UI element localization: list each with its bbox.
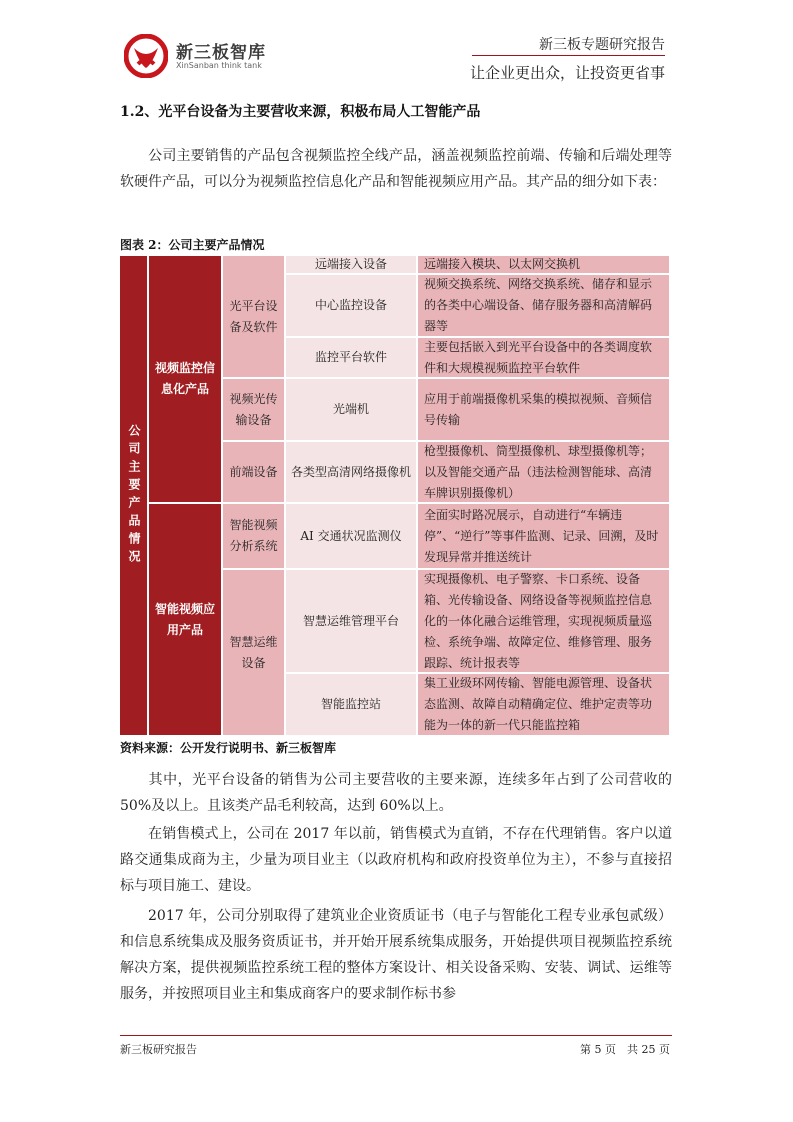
description-cell: 全面实时路况展示，自动进行“车辆违停”、“逆行”等事件监测、记录、回溯，及时发现异常并推送统计 xyxy=(418,504,671,570)
product-cell: 各类型高清网络摄像机 xyxy=(286,442,418,504)
body-paragraph: 2017 年，公司分别取得了建筑业企业资质证书（电子与智能化工程专业承包贰级）和信息系统集成及服务资质证书，并开始开展系统集成服务，开始提供项目视频监控系统解决方案，提供视频监控系统工程的整体方案设计、相关设备采购、安装、调试、运维等服务，并按照项目业主和集成商客户的要求制作标书参 xyxy=(120,908,672,1002)
footer-report-name: 新三板研究报告 xyxy=(120,1043,197,1056)
subgroup-cell: 视频光传输设备 xyxy=(223,379,286,442)
logo-subtitle: XinSanban think tank xyxy=(176,61,262,70)
product-cell: 智能监控站 xyxy=(286,674,418,737)
subgroup-cell: 光平台设备及软件 xyxy=(223,256,286,379)
description-cell: 枪型摄像机、筒型摄像机、球型摄像机等；以及智能交通产品（违法检测智能球、高清车牌识别摄像机） xyxy=(418,442,671,504)
description-cell: 应用于前端摄像机采集的模拟视频、音频信号传输 xyxy=(418,379,671,442)
body-paragraph: 其中，光平台设备的销售为公司主要营收的主要来源，连续多年占到了公司营收的 50%及以上。且该类产品毛利较高，达到 60%以上。 xyxy=(120,772,672,814)
product-cell: 远端接入设备 xyxy=(286,256,418,275)
subgroup-cell: 前端设备 xyxy=(223,442,286,504)
description-cell: 实现摄像机、电子警察、卡口系统、设备箱、光传输设备、网络设备等视频监控信息化的一体化融合运维管理，实现视频质量巡检、系统争端、故障定位、维修管理、服务跟踪、统计报表等 xyxy=(418,570,671,674)
page-number: 第 5 页 共 25 页 xyxy=(580,1043,670,1056)
report-slogan: 让企业更出众，让投资更省事 xyxy=(469,64,665,82)
product-cell: 中心监控设备 xyxy=(286,275,418,338)
figure-source: 资料来源：公开发行说明书、新三板智库 xyxy=(120,741,337,755)
footer-divider xyxy=(120,1035,672,1036)
product-cell: 智慧运维管理平台 xyxy=(286,570,418,674)
section-title: 1.2、光平台设备为主要营收来源，积极布局人工智能产品 xyxy=(120,104,481,120)
figure-title: 图表 2：公司主要产品情况 xyxy=(120,238,265,252)
group-cell-video-info: 视频监控信息化产品 xyxy=(149,256,223,504)
group-cell-smart-video: 智能视频应用产品 xyxy=(149,504,223,737)
description-cell: 远端接入模块、以太网交换机 xyxy=(418,256,671,275)
logo-icon xyxy=(124,34,168,78)
brand-logo xyxy=(124,34,284,80)
description-cell: 集工业级环网传输、智能电源管理、设备状态监测、故障自动精确定位、维护定责等功能为一体的新一代只能监控箱 xyxy=(418,674,671,737)
table-category-cell: 公司主要产品情况 xyxy=(120,256,149,737)
subgroup-cell: 智慧运维设备 xyxy=(223,570,286,737)
product-cell: 光端机 xyxy=(286,379,418,442)
product-cell: AI 交通状况监测仪 xyxy=(286,504,418,570)
product-cell: 监控平台软件 xyxy=(286,338,418,379)
intro-paragraph: 公司主要销售的产品包含视频监控全线产品，涵盖视频监控前端、传输和后端处理等软硬件产品，可以分为视频监控信息化产品和智能视频应用产品。其产品的细分如下表： xyxy=(120,148,672,190)
body-paragraph: 在销售模式上，公司在 2017 年以前，销售模式为直销，不存在代理销售。客户以道路交通集成商为主，少量为项目业主（以政府机构和政府投资单位为主），不参与直接招标与项目施工、建设。 xyxy=(120,826,672,894)
subgroup-cell: 智能视频分析系统 xyxy=(223,504,286,570)
report-title: 新三板专题研究报告 xyxy=(539,37,665,53)
logo-name: 新三板智库 xyxy=(176,43,266,63)
header-divider xyxy=(472,55,665,56)
description-cell: 主要包括嵌入到光平台设备中的各类调度软件和大规模视频监控平台软件 xyxy=(418,338,671,379)
description-cell: 视频交换系统、网络交换系统、储存和显示的各类中心端设备、储存服务器和高清解码器等 xyxy=(418,275,671,338)
product-table xyxy=(120,256,671,737)
